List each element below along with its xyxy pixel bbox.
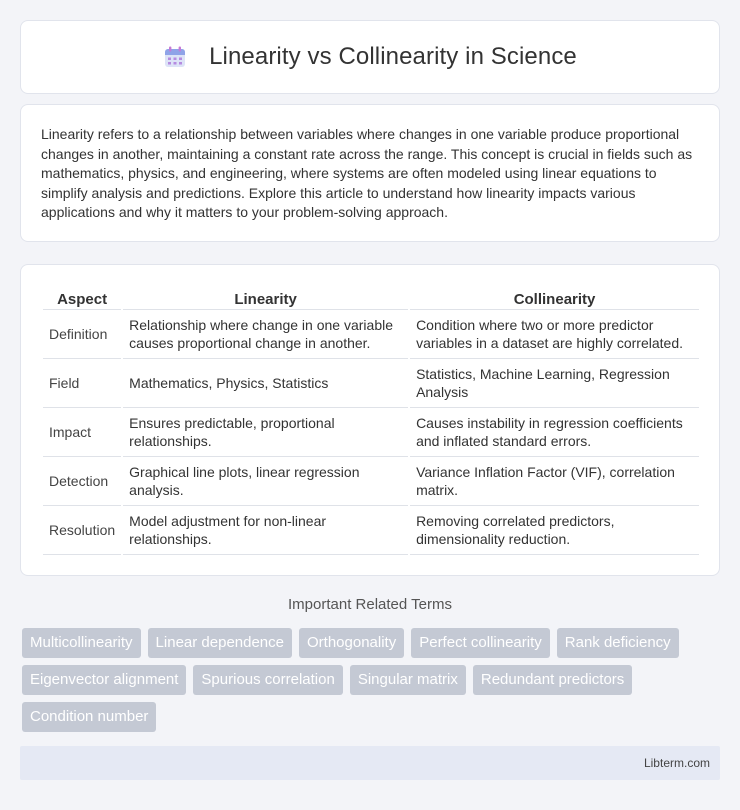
row-collinearity: Variance Inflation Factor (VIF), correlation matrix. <box>410 457 699 506</box>
row-collinearity: Causes instability in regression coefficients and inflated standard errors. <box>410 408 699 457</box>
row-collinearity: Removing correlated predictors, dimensionality reduction. <box>410 506 699 555</box>
comparison-table-card <box>20 264 720 576</box>
tag-multicollinearity[interactable]: Multicollinearity <box>22 628 141 658</box>
row-collinearity: Statistics, Machine Learning, Regression Analysis <box>410 359 699 408</box>
header-collinearity: Collinearity <box>410 285 699 310</box>
tag-eigenvector-alignment[interactable]: Eigenvector alignment <box>22 665 186 695</box>
page-title: Linearity vs Collinearity in Science <box>209 43 577 70</box>
row-linearity: Mathematics, Physics, Statistics <box>123 359 408 408</box>
title-wrap <box>163 43 577 71</box>
row-linearity: Ensures predictable, proportional relationships. <box>123 408 408 457</box>
header-linearity: Linearity <box>123 285 408 310</box>
tag-redundant-predictors[interactable]: Redundant predictors <box>473 665 632 695</box>
row-aspect: Definition <box>43 310 121 359</box>
footer-site-link[interactable]: Libterm.com <box>643 756 710 770</box>
header-card <box>20 20 720 94</box>
row-aspect: Resolution <box>43 506 121 555</box>
comparison-table <box>41 285 701 555</box>
table-row <box>43 457 699 506</box>
header-aspect: Aspect <box>43 285 121 310</box>
footer <box>20 746 720 780</box>
intro-text: Linearity refers to a relationship between variables where changes in one variable produce proportional changes in another, maintaining a constant rate across the range. This concept is crucial in fields such as mathematics, physics, and engineering, where systems are often modeled using linear equations to simplify analysis and predictions. Explore this article to understand how linearity impacts various applications and why it matters to your problem-solving approach. <box>41 126 693 220</box>
row-linearity: Graphical line plots, linear regression analysis. <box>123 457 408 506</box>
tag-linear-dependence[interactable]: Linear dependence <box>148 628 292 658</box>
tag-spurious-correlation[interactable]: Spurious correlation <box>193 665 342 695</box>
row-aspect: Impact <box>43 408 121 457</box>
row-linearity: Model adjustment for non-linear relationships. <box>123 506 408 555</box>
table-row <box>43 310 699 359</box>
intro-card <box>20 104 720 242</box>
table-row <box>43 408 699 457</box>
row-linearity: Relationship where change in one variable causes proportional change in another. <box>123 310 408 359</box>
row-aspect: Detection <box>43 457 121 506</box>
calendar-icon <box>163 45 187 69</box>
tag-singular-matrix[interactable]: Singular matrix <box>350 665 466 695</box>
row-aspect: Field <box>43 359 121 408</box>
tag-condition-number[interactable]: Condition number <box>22 702 156 732</box>
tag-rank-deficiency[interactable]: Rank deficiency <box>557 628 679 658</box>
table-header-row <box>43 285 699 310</box>
table-row <box>43 506 699 555</box>
table-row <box>43 359 699 408</box>
row-collinearity: Condition where two or more predictor variables in a dataset are highly correlated. <box>410 310 699 359</box>
tag-orthogonality[interactable]: Orthogonality <box>299 628 404 658</box>
related-terms-list <box>22 628 722 732</box>
related-terms-title: Important Related Terms <box>288 596 452 613</box>
tag-perfect-collinearity[interactable]: Perfect collinearity <box>411 628 550 658</box>
